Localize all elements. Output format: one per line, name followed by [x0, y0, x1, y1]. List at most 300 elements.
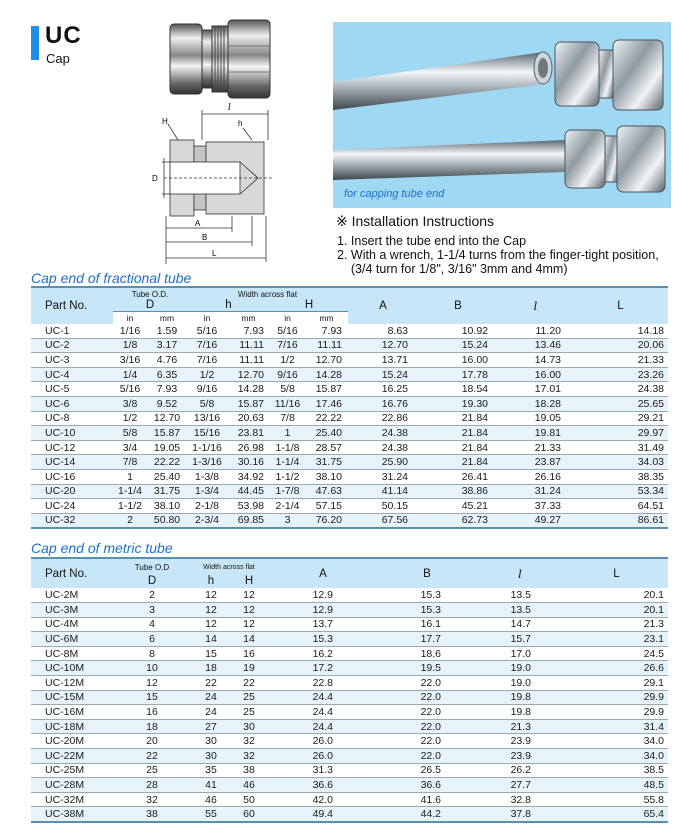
table-row — [31, 749, 668, 764]
unit-in: in — [187, 312, 227, 324]
table-row — [31, 617, 668, 632]
part-number-cell: UC-28M — [31, 778, 113, 793]
label-H: H — [162, 117, 168, 126]
col-l-big: L — [573, 287, 668, 324]
table-cell: 26.16 — [498, 469, 573, 484]
table-cell: 1/16 — [113, 324, 147, 339]
table-cell: 76.20 — [305, 513, 348, 528]
table-cell: 15.24 — [348, 367, 418, 382]
table-cell: 19 — [231, 661, 267, 676]
part-number-cell: UC-6M — [31, 632, 113, 647]
table-cell: 20.06 — [573, 338, 668, 353]
table-cell: 6.35 — [147, 367, 187, 382]
table-cell: 26.41 — [418, 469, 498, 484]
table-cell: 24.4 — [267, 705, 379, 720]
product-name: Cap — [46, 51, 70, 66]
table-cell: 38.35 — [573, 469, 668, 484]
table-row — [31, 763, 668, 778]
table-cell: 15.87 — [305, 382, 348, 397]
part-number-cell: UC-4 — [31, 367, 113, 382]
table-cell: 12 — [191, 603, 231, 618]
table-cell: 15/16 — [187, 426, 227, 441]
table-cell: 49.27 — [498, 513, 573, 528]
table-row — [31, 646, 668, 661]
table-cell: 7/8 — [270, 411, 305, 426]
table-cell: 4.76 — [147, 353, 187, 368]
table-cell: 31.24 — [498, 484, 573, 499]
table-cell: 22.0 — [379, 705, 475, 720]
table-cell: 22 — [231, 676, 267, 691]
part-number-cell: UC-8 — [31, 411, 113, 426]
part-number-cell: UC-3 — [31, 353, 113, 368]
part-number-cell: UC-16M — [31, 705, 113, 720]
table-cell: 27 — [191, 719, 231, 734]
col-width-across-flat: Width across flat — [187, 287, 348, 299]
part-number-cell: UC-14 — [31, 455, 113, 470]
table-cell: 1-7/8 — [270, 484, 305, 499]
table-cell: 20.1 — [565, 588, 668, 603]
table-cell: 26.98 — [227, 440, 270, 455]
table-cell: 13.5 — [475, 603, 565, 618]
table-cell: 10 — [113, 661, 191, 676]
table-cell: 17.78 — [418, 367, 498, 382]
table-cell: 23.81 — [227, 426, 270, 441]
table-cell: 9/16 — [270, 367, 305, 382]
table-cell: 48.5 — [565, 778, 668, 793]
table-cell: 14 — [191, 632, 231, 647]
table-cell: 10.92 — [418, 324, 498, 339]
table-row — [31, 734, 668, 749]
table-row — [31, 440, 668, 455]
col-a: A — [267, 558, 379, 588]
table-cell: 41.6 — [379, 792, 475, 807]
table-cell: 38 — [231, 763, 267, 778]
table-cell: 25 — [113, 763, 191, 778]
table-cell: 12.9 — [267, 603, 379, 618]
table-cell: 35 — [191, 763, 231, 778]
part-number-cell: UC-10 — [31, 426, 113, 441]
part-number-cell: UC-22M — [31, 749, 113, 764]
table-cell: 24.38 — [348, 426, 418, 441]
table-cell: 65.4 — [565, 807, 668, 822]
table-cell: 2 — [113, 588, 191, 603]
table-row — [31, 792, 668, 807]
table-cell: 17.0 — [475, 646, 565, 661]
table-cell: 25.40 — [147, 469, 187, 484]
table-cell: 11.11 — [305, 338, 348, 353]
table-cell: 12.70 — [227, 367, 270, 382]
table-cell: 5/16 — [113, 382, 147, 397]
part-number-cell: UC-20M — [31, 734, 113, 749]
table-cell: 5/16 — [270, 324, 305, 339]
table-cell: 16 — [231, 646, 267, 661]
table-cell: 26.5 — [379, 763, 475, 778]
table-cell: 15.24 — [418, 338, 498, 353]
table-cell: 17.2 — [267, 661, 379, 676]
table-cell: 22.22 — [147, 455, 187, 470]
part-number-cell: UC-2M — [31, 588, 113, 603]
table-cell: 12 — [231, 603, 267, 618]
table-cell: 15 — [113, 690, 191, 705]
table-cell: 50 — [231, 792, 267, 807]
part-number-cell: UC-38M — [31, 807, 113, 822]
table-cell: 26.0 — [267, 734, 379, 749]
label-B: B — [202, 233, 208, 242]
table-cell: 37.8 — [475, 807, 565, 822]
table-cell: 34.0 — [565, 734, 668, 749]
table-cell: 22.0 — [379, 734, 475, 749]
col-width-across-flat: Width across flat — [191, 558, 267, 574]
table-cell: 1 — [270, 426, 305, 441]
table-cell: 25.40 — [305, 426, 348, 441]
table-cell: 55.8 — [565, 792, 668, 807]
table-cell: 17.7 — [379, 632, 475, 647]
table-cell: 2-1/4 — [270, 499, 305, 514]
table-cell: 47.63 — [305, 484, 348, 499]
table-cell: 16 — [113, 705, 191, 720]
table-cell: 15.7 — [475, 632, 565, 647]
table-cell: 31.3 — [267, 763, 379, 778]
table-row — [31, 469, 668, 484]
table-cell: 14.28 — [305, 367, 348, 382]
table-cell: 3.17 — [147, 338, 187, 353]
table-row — [31, 719, 668, 734]
table-cell: 12 — [113, 676, 191, 691]
table-row — [31, 778, 668, 793]
installation-step: 2. With a wrench, 1-1/4 turns from the finger-tight position, — [337, 248, 659, 262]
metric-table-title: Cap end of metric tube — [31, 540, 173, 556]
table-row — [31, 484, 668, 499]
col-b: B — [418, 287, 498, 324]
part-number-cell: UC-5 — [31, 382, 113, 397]
table-cell: 16.76 — [348, 396, 418, 411]
table-cell: 15.3 — [379, 603, 475, 618]
table-cell: 19.30 — [418, 396, 498, 411]
table-cell: 27.7 — [475, 778, 565, 793]
table-cell: 1/8 — [113, 338, 147, 353]
table-cell: 3/4 — [113, 440, 147, 455]
table-row — [31, 426, 668, 441]
table-cell: 46 — [231, 778, 267, 793]
table-cell: 1-1/4 — [113, 484, 147, 499]
table-cell: 46 — [191, 792, 231, 807]
table-cell: 11.20 — [498, 324, 573, 339]
table-cell: 1-1/8 — [270, 440, 305, 455]
table-cell: 16.1 — [379, 617, 475, 632]
table-cell: 12 — [231, 588, 267, 603]
table-cell: 69.85 — [227, 513, 270, 528]
table-cell: 20.1 — [565, 603, 668, 618]
table-row — [31, 382, 668, 397]
table-cell: 37.33 — [498, 499, 573, 514]
table-cell: 24 — [191, 690, 231, 705]
table-cell: 16.00 — [498, 367, 573, 382]
part-number-cell: UC-2 — [31, 338, 113, 353]
table-cell: 50.80 — [147, 513, 187, 528]
table-cell: 24.38 — [348, 440, 418, 455]
part-number-cell: UC-15M — [31, 690, 113, 705]
part-number-cell: UC-10M — [31, 661, 113, 676]
table-cell: 12 — [191, 617, 231, 632]
table-cell: 14.73 — [498, 353, 573, 368]
table-cell: 15 — [191, 646, 231, 661]
installation-step: (3/4 turn for 1/8", 3/16" 3mm and 4mm) — [337, 262, 568, 276]
table-cell: 18.28 — [498, 396, 573, 411]
table-cell: 23.26 — [573, 367, 668, 382]
table-cell: 19.8 — [475, 690, 565, 705]
part-number-cell: UC-24 — [31, 499, 113, 514]
table-cell: 44.2 — [379, 807, 475, 822]
part-number-cell: UC-12M — [31, 676, 113, 691]
table-cell: 23.87 — [498, 455, 573, 470]
table-cell: 38 — [113, 807, 191, 822]
table-cell: 1 — [113, 469, 147, 484]
table-row — [31, 632, 668, 647]
table-row — [31, 661, 668, 676]
table-cell: 22.0 — [379, 749, 475, 764]
table-cell: 86.61 — [573, 513, 668, 528]
unit-in: in — [270, 312, 305, 324]
table-cell: 20 — [113, 734, 191, 749]
table-cell: 1-3/8 — [187, 469, 227, 484]
col-l-small: l — [475, 558, 565, 588]
table-cell: 1/2 — [187, 367, 227, 382]
table-cell: 11.11 — [227, 338, 270, 353]
table-cell: 6 — [113, 632, 191, 647]
table-cell: 21.33 — [573, 353, 668, 368]
col-d: D — [113, 574, 191, 588]
table-cell: 15.3 — [379, 588, 475, 603]
table-cell: 16.00 — [418, 353, 498, 368]
table-cell: 22 — [113, 749, 191, 764]
table-cell: 5/8 — [187, 396, 227, 411]
table-cell: 7.93 — [305, 324, 348, 339]
table-cell: 22.8 — [267, 676, 379, 691]
table-cell: 23.1 — [565, 632, 668, 647]
col-b: B — [379, 558, 475, 588]
title-accent-bar — [31, 26, 39, 60]
table-cell: 12.70 — [348, 338, 418, 353]
table-cell: 64.51 — [573, 499, 668, 514]
table-cell: 44.45 — [227, 484, 270, 499]
table-row — [31, 807, 668, 822]
photo-caption: for capping tube end — [344, 188, 445, 200]
table-cell: 5/8 — [113, 426, 147, 441]
table-cell: 2-1/8 — [187, 499, 227, 514]
table-cell: 19.5 — [379, 661, 475, 676]
table-cell: 24.38 — [573, 382, 668, 397]
table-cell: 15.87 — [147, 426, 187, 441]
table-cell: 12.70 — [147, 411, 187, 426]
table-row — [31, 499, 668, 514]
table-cell: 42.0 — [267, 792, 379, 807]
table-cell: 3 — [113, 603, 191, 618]
part-number-cell: UC-32 — [31, 513, 113, 528]
table-row — [31, 705, 668, 720]
fractional-table — [31, 286, 668, 529]
table-cell: 4 — [113, 617, 191, 632]
table-cell: 7/16 — [187, 338, 227, 353]
table-cell: 18 — [113, 719, 191, 734]
table-row — [31, 324, 668, 339]
table-cell: 29.9 — [565, 705, 668, 720]
table-row — [31, 367, 668, 382]
table-cell: 30 — [191, 734, 231, 749]
table-cell: 7/16 — [187, 353, 227, 368]
table-cell: 26.0 — [267, 749, 379, 764]
table-cell: 25.90 — [348, 455, 418, 470]
table-cell: 31.4 — [565, 719, 668, 734]
table-cell: 23.9 — [475, 734, 565, 749]
table-cell: 1/2 — [270, 353, 305, 368]
table-cell: 16.25 — [348, 382, 418, 397]
table-cell: 1-3/4 — [187, 484, 227, 499]
col-h-small: h — [187, 299, 270, 312]
col-h-big: H — [270, 299, 348, 312]
table-cell: 32.8 — [475, 792, 565, 807]
table-cell: 23.9 — [475, 749, 565, 764]
table-cell: 28 — [113, 778, 191, 793]
table-cell: 19.05 — [498, 411, 573, 426]
table-cell: 22.0 — [379, 719, 475, 734]
table-cell: 18 — [191, 661, 231, 676]
table-cell: 55 — [191, 807, 231, 822]
table-cell: 11/16 — [270, 396, 305, 411]
part-number-cell: UC-1 — [31, 324, 113, 339]
table-cell: 9/16 — [187, 382, 227, 397]
table-cell: 31.75 — [147, 484, 187, 499]
table-cell: 11.11 — [227, 353, 270, 368]
table-cell: 14.18 — [573, 324, 668, 339]
table-row — [31, 690, 668, 705]
table-cell: 13.5 — [475, 588, 565, 603]
table-cell: 1-3/16 — [187, 455, 227, 470]
col-part-no: Part No. — [31, 287, 113, 324]
table-cell: 24.4 — [267, 719, 379, 734]
col-l-big: L — [565, 558, 668, 588]
table-cell: 13.46 — [498, 338, 573, 353]
label-D: D — [152, 174, 158, 183]
table-cell: 29.1 — [565, 676, 668, 691]
table-cell: 17.01 — [498, 382, 573, 397]
part-number-cell: UC-18M — [31, 719, 113, 734]
table-row — [31, 603, 668, 618]
table-cell: 17.46 — [305, 396, 348, 411]
unit-mm: mm — [227, 312, 270, 324]
table-cell: 14.7 — [475, 617, 565, 632]
table-cell: 41.14 — [348, 484, 418, 499]
part-number-cell: UC-8M — [31, 646, 113, 661]
table-cell: 31.49 — [573, 440, 668, 455]
part-number-cell: UC-32M — [31, 792, 113, 807]
table-cell: 12 — [231, 617, 267, 632]
unit-mm: mm — [305, 312, 348, 324]
part-number-cell: UC-20 — [31, 484, 113, 499]
table-cell: 36.6 — [379, 778, 475, 793]
table-row — [31, 676, 668, 691]
table-row — [31, 588, 668, 603]
table-cell: 38.10 — [147, 499, 187, 514]
table-cell: 32 — [113, 792, 191, 807]
table-cell: 38.10 — [305, 469, 348, 484]
table-cell: 49.4 — [267, 807, 379, 822]
col-tube-od: Tube O.D — [113, 558, 191, 574]
table-cell: 34.0 — [565, 749, 668, 764]
part-number-cell: UC-25M — [31, 763, 113, 778]
table-cell: 57.15 — [305, 499, 348, 514]
col-h-big: H — [231, 574, 267, 588]
dimension-drawing — [140, 100, 280, 268]
table-cell: 25 — [231, 705, 267, 720]
table-cell: 38.5 — [565, 763, 668, 778]
installation-steps — [337, 234, 659, 276]
table-cell: 1/2 — [113, 411, 147, 426]
table-cell: 19.05 — [147, 440, 187, 455]
table-cell: 12.70 — [305, 353, 348, 368]
table-cell: 22.22 — [305, 411, 348, 426]
col-l-small: l — [498, 287, 573, 324]
table-cell: 53.98 — [227, 499, 270, 514]
table-row — [31, 338, 668, 353]
table-cell: 13/16 — [187, 411, 227, 426]
table-cell: 30 — [191, 749, 231, 764]
table-cell: 2 — [113, 513, 147, 528]
table-cell: 21.33 — [498, 440, 573, 455]
table-cell: 13.7 — [267, 617, 379, 632]
part-number-cell: UC-6 — [31, 396, 113, 411]
table-cell: 12.9 — [267, 588, 379, 603]
table-cell: 21.84 — [418, 411, 498, 426]
table-cell: 3/16 — [113, 353, 147, 368]
part-number-cell: UC-3M — [31, 603, 113, 618]
table-cell: 22.0 — [379, 676, 475, 691]
table-cell: 24.4 — [267, 690, 379, 705]
label-L: L — [212, 249, 217, 258]
table-cell: 30.16 — [227, 455, 270, 470]
table-cell: 3 — [270, 513, 305, 528]
table-cell: 31.24 — [348, 469, 418, 484]
table-cell: 22.86 — [348, 411, 418, 426]
table-cell: 24 — [191, 705, 231, 720]
table-cell: 16.2 — [267, 646, 379, 661]
label-h: h — [238, 119, 243, 128]
table-cell: 25.65 — [573, 396, 668, 411]
table-cell: 24.5 — [565, 646, 668, 661]
fractional-table-title: Cap end of fractional tube — [31, 270, 192, 286]
col-part-no: Part No. — [31, 558, 113, 588]
unit-mm: mm — [147, 312, 187, 324]
table-row — [31, 396, 668, 411]
col-tube-od: Tube O.D. — [113, 287, 187, 299]
table-cell: 21.84 — [418, 440, 498, 455]
table-cell: 1-1/16 — [187, 440, 227, 455]
metric-table — [31, 557, 668, 823]
table-cell: 25 — [231, 690, 267, 705]
unit-in: in — [113, 312, 147, 324]
table-cell: 1/4 — [113, 367, 147, 382]
table-cell: 38.86 — [418, 484, 498, 499]
part-number-cell: UC-4M — [31, 617, 113, 632]
table-cell: 45.21 — [418, 499, 498, 514]
table-cell: 26.2 — [475, 763, 565, 778]
table-cell: 34.92 — [227, 469, 270, 484]
table-cell: 41 — [191, 778, 231, 793]
part-number-cell: UC-16 — [31, 469, 113, 484]
table-cell: 32 — [231, 749, 267, 764]
table-cell: 18.54 — [418, 382, 498, 397]
table-cell: 31.75 — [305, 455, 348, 470]
table-cell: 50.15 — [348, 499, 418, 514]
